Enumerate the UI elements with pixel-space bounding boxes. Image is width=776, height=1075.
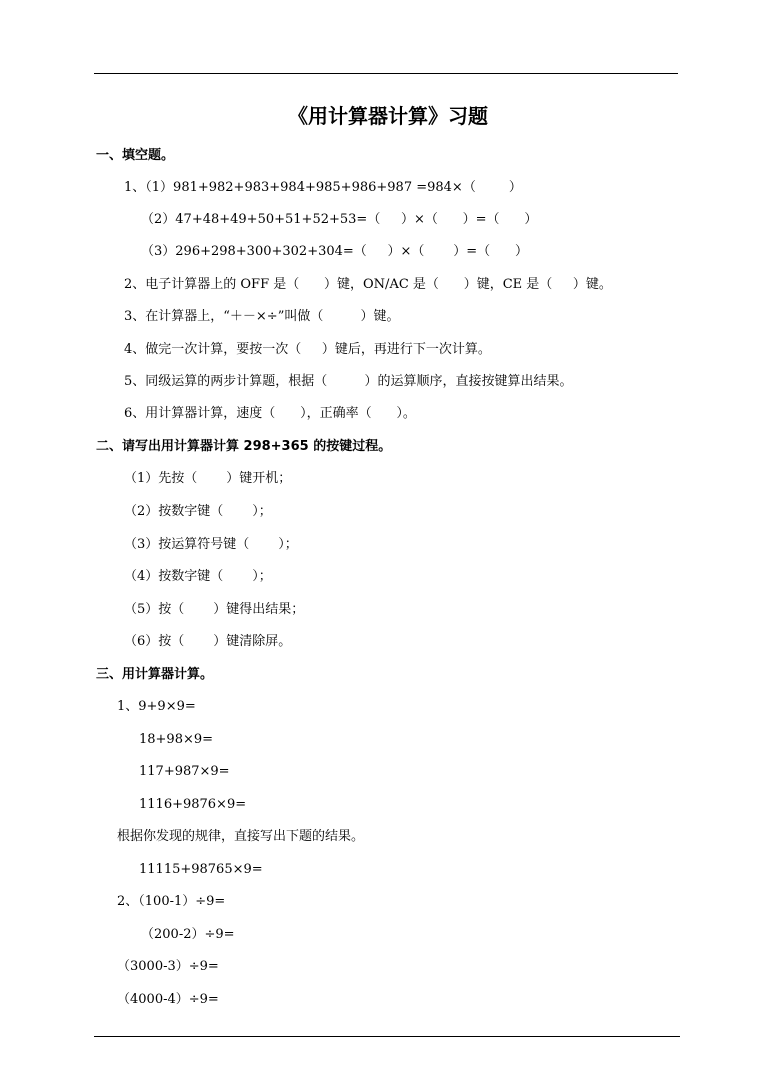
section2-step-1: （1）先按（ ）键开机； <box>124 471 292 486</box>
section2-heading: 二、请写出用计算器计算 298+365 的按键过程。 <box>96 439 392 454</box>
section3-heading: 三、用计算器计算。 <box>96 667 214 682</box>
section1-item-2: 2、电子计算器上的 OFF 是（ ）键，ON/AC 是（ ）键，CE 是（ ）键。 <box>124 277 612 292</box>
section3-pattern-note: 根据你发现的规律，直接写出下题的结果。 <box>117 829 365 844</box>
section2-step-6: （6）按（ ）键清除屏。 <box>124 634 292 649</box>
section2-step-3: （3）按运算符号键（ ）； <box>124 537 298 552</box>
section3-item-1: 1、9+9×9= <box>117 699 196 714</box>
section1-heading: 一、填空题。 <box>96 148 175 163</box>
section3-item-1d: 1116+9876×9= <box>139 797 247 812</box>
section3-item-2: 2、（100-1）÷9= <box>117 894 226 909</box>
section3-item-1e: 11115+98765×9= <box>139 862 263 877</box>
page-title: 《用计算器计算》习题 <box>288 104 488 128</box>
section3-item-2b: （200-2）÷9= <box>141 927 235 942</box>
section1-item-1-3: （3）296+298+300+302+304=（ ）×（ ）=（ ） <box>141 244 528 259</box>
section1-item-6: 6、用计算器计算，速度（ ），正确率（ ）。 <box>124 406 416 421</box>
section3-item-2d: （4000-4）÷9= <box>117 992 219 1007</box>
section2-step-2: （2）按数字键（ ）； <box>124 504 272 519</box>
section1-item-1: 1、（1）981+982+983+984+985+986+987 =984×（ ） <box>124 180 522 195</box>
section1-item-1-2: （2）47+48+49+50+51+52+53=（ ）×（ ）=（ ） <box>141 212 538 227</box>
section1-item-5: 5、同级运算的两步计算题，根据（ ）的运算顺序，直接按键算出结果。 <box>124 374 573 389</box>
section1-item-4: 4、做完一次计算，要按一次（ ）键后，再进行下一次计算。 <box>124 342 491 357</box>
section3-item-1c: 117+987×9= <box>139 764 230 779</box>
footer-rule <box>94 1036 680 1037</box>
section3-item-2c: （3000-3）÷9= <box>117 959 219 974</box>
section2-step-4: （4）按数字键（ ）； <box>124 569 272 584</box>
section2-step-5: （5）按（ ）键得出结果； <box>124 602 305 617</box>
section1-item-3: 3、在计算器上，“＋－×÷”叫做（ ）键。 <box>124 309 400 324</box>
section3-item-1b: 18+98×9= <box>139 732 214 747</box>
header-rule <box>94 73 678 74</box>
